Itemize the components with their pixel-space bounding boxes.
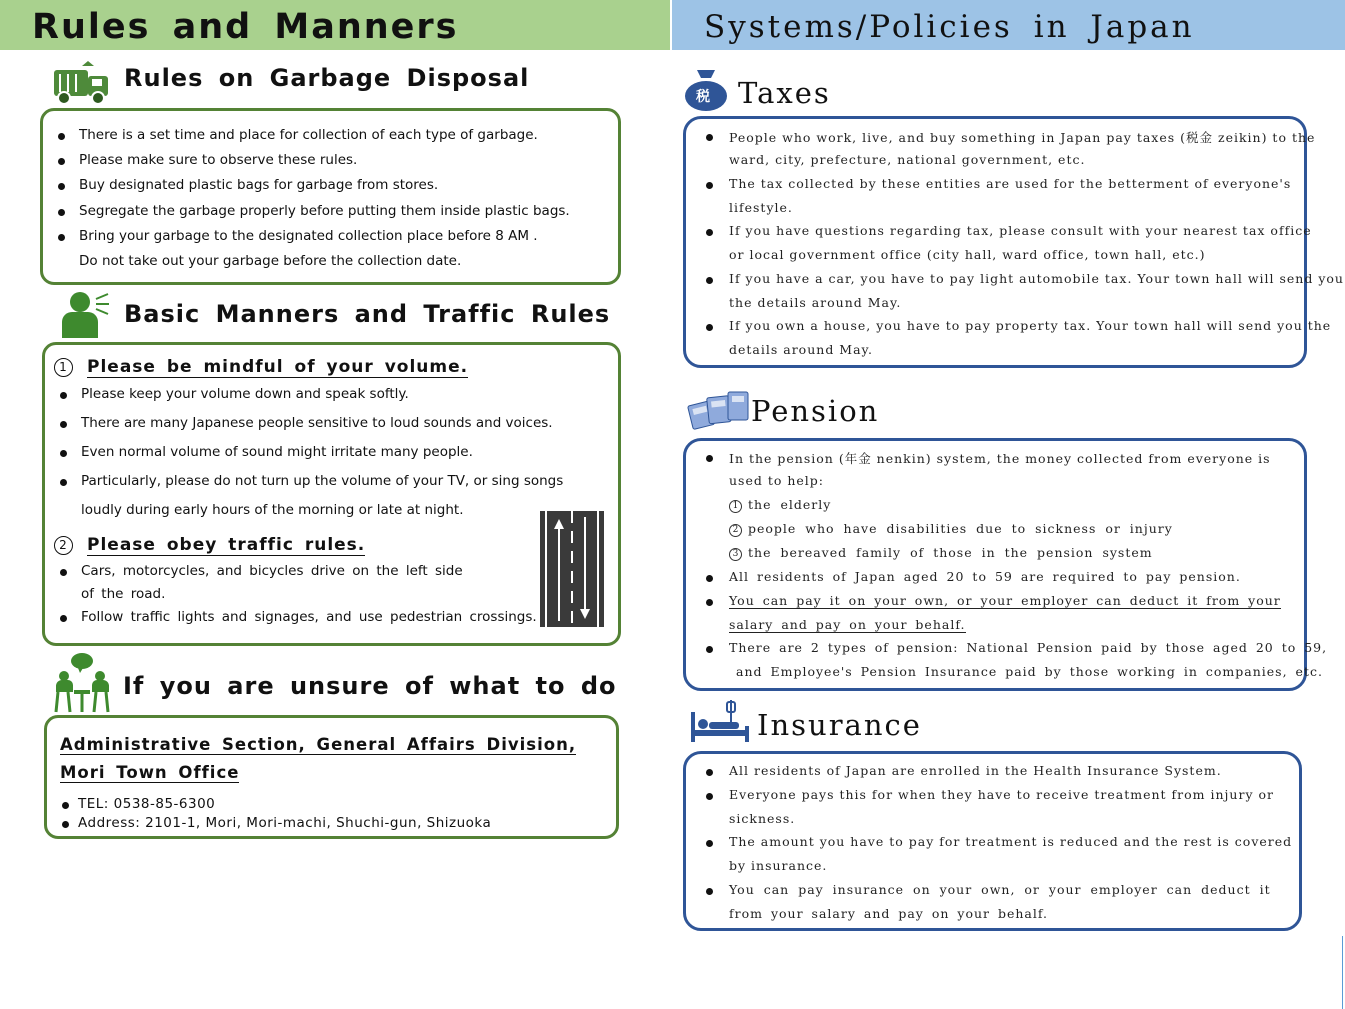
garbage-item-continuation: Do not take out your garbage before the collection date.: [79, 253, 462, 269]
insurance-line: The amount you have to pay for treatment is reduced and the rest is covered: [729, 834, 1293, 849]
bullet: [58, 158, 65, 165]
volume-heading: [54, 357, 468, 377]
garbage-truck-icon: [52, 60, 114, 108]
bullet: [706, 455, 713, 462]
contact-org-line2: Mori Town Office: [60, 763, 240, 782]
garbage-section-title: Rules on Garbage Disposal: [124, 64, 530, 92]
taxes-line: If you have a car, you have to pay light automobile tax. Your town hall will send you: [729, 271, 1344, 286]
pension-book-icon: [686, 390, 750, 430]
taxes-section-title: Taxes: [738, 76, 831, 110]
insurance-line: You can pay insurance on your own, or your employer can deduct it: [729, 882, 1271, 897]
bullet: [62, 802, 69, 809]
taxes-line: the details around May.: [729, 295, 902, 310]
bullet: [58, 209, 65, 216]
insurance-section-title: Insurance: [757, 708, 922, 742]
pension-help-text: the bereaved family of those in the pension system: [748, 545, 1153, 560]
bullet: [706, 182, 713, 189]
number-badge: 3: [729, 548, 742, 561]
garbage-item: Please make sure to observe these rules.: [79, 152, 358, 168]
taxes-line: If you own a house, you have to pay property tax. Your town hall will send you the: [729, 318, 1332, 333]
garbage-rules-box: [40, 108, 621, 285]
taxes-line: or local government office (city hall, ward office, town hall, etc.): [729, 247, 1206, 262]
contact-org-line1: Administrative Section, General Affairs Division,: [60, 735, 577, 754]
road-icon: [540, 511, 604, 627]
bullet: [706, 599, 713, 606]
insurance-box: [683, 751, 1302, 931]
number-badge: 2: [54, 536, 73, 555]
insurance-line: All residents of Japan are enrolled in the Health Insurance System.: [729, 763, 1222, 778]
taxes-line: details around May.: [729, 342, 873, 357]
pension-section-title: Pension: [751, 394, 880, 428]
contact-tel: TEL: 0538-85-6300: [78, 796, 216, 812]
pension-line: There are 2 types of pension: National Pension paid by those aged 20 to 59,: [729, 640, 1328, 655]
pension-help-item: [729, 521, 1173, 537]
garbage-item: Segregate the garbage properly before putting them inside plastic bags.: [79, 203, 570, 219]
insurance-line: from your salary and pay on your behalf.: [729, 906, 1049, 921]
speaking-person-icon: [58, 290, 112, 340]
bullet: [60, 392, 67, 399]
taxes-line: If you have questions regarding tax, please consult with your nearest tax office: [729, 223, 1312, 238]
bullet: [706, 277, 713, 284]
pension-box: [683, 438, 1328, 691]
tax-icon-label: 税: [696, 89, 710, 105]
bullet: [706, 575, 713, 582]
pension-line-underlined: You can pay it on your own, or your employer can deduct it from your: [729, 593, 1281, 608]
traffic-heading-text: Please obey traffic rules.: [87, 535, 366, 555]
bullet: [60, 450, 67, 457]
taxes-line: ward, city, prefecture, national government, etc.: [729, 152, 1086, 167]
header-rules-and-manners: Rules and Manners: [0, 0, 670, 50]
bullet: [58, 183, 65, 190]
hospital-bed-icon: [689, 698, 753, 744]
pension-line: In the pension (年金 nenkin) system, the money collected from everyone is: [729, 451, 1271, 466]
page-edge-line: [1342, 936, 1343, 1009]
traffic-heading: [54, 535, 365, 555]
bullet: [706, 769, 713, 776]
bullet: [62, 821, 69, 828]
pension-line: used to help:: [729, 473, 825, 488]
volume-item: Please keep your volume down and speak softly.: [81, 386, 409, 402]
pension-help-text: people who have disabilities due to sickness or injury: [748, 521, 1173, 536]
taxes-box: [683, 116, 1344, 368]
contact-address: Address: 2101-1, Mori, Mori-machi, Shuchi-gun, Shizuoka: [78, 815, 492, 831]
bullet: [706, 646, 713, 653]
manners-section-title: Basic Manners and Traffic Rules: [124, 300, 611, 328]
volume-heading-text: Please be mindful of your volume.: [87, 357, 469, 377]
taxes-line: The tax collected by these entities are used for the betterment of everyone's: [729, 176, 1292, 191]
garbage-item: Buy designated plastic bags for garbage from stores.: [79, 177, 439, 193]
contact-box: [44, 715, 619, 839]
traffic-item-continuation: of the road.: [81, 586, 166, 602]
number-badge: 1: [54, 358, 73, 377]
traffic-item: Cars, motorcycles, and bicycles drive on the left side: [81, 563, 463, 579]
contact-section-title: If you are unsure of what to do: [123, 672, 617, 700]
bullet: [58, 133, 65, 140]
pension-line: All residents of Japan aged 20 to 59 are required to pay pension.: [729, 569, 1241, 584]
pension-help-item: [729, 545, 1153, 561]
insurance-line: Everyone pays this for when they have to receive treatment from injury or: [729, 787, 1274, 802]
manners-box: [42, 342, 621, 646]
bullet: [60, 479, 67, 486]
bullet: [58, 234, 65, 241]
volume-item: Even normal volume of sound might irritate many people.: [81, 444, 473, 460]
bullet: [706, 840, 713, 847]
volume-item: There are many Japanese people sensitive to loud sounds and voices.: [81, 415, 553, 431]
taxes-line: lifestyle.: [729, 200, 793, 215]
bullet: [60, 569, 67, 576]
volume-item: Particularly, please do not turn up the volume of your TV, or sing songs: [81, 473, 564, 489]
traffic-item: Follow traffic lights and signages, and use pedestrian crossings.: [81, 609, 537, 625]
bullet: [60, 421, 67, 428]
pension-line: and Employee's Pension Insurance paid by those working in companies, etc.: [736, 664, 1323, 679]
pension-line-underlined: salary and pay on your behalf.: [729, 617, 966, 632]
bullet: [706, 888, 713, 895]
volume-item-continuation: loudly during early hours of the morning or late at night.: [81, 502, 464, 518]
garbage-item: There is a set time and place for collection of each type of garbage.: [79, 127, 538, 143]
garbage-item: Bring your garbage to the designated collection place before 8 AM .: [79, 228, 538, 244]
number-badge: 1: [729, 500, 742, 513]
taxes-line: People who work, live, and buy something in Japan pay taxes (税金 zeikin) to the: [729, 130, 1316, 145]
bullet: [706, 229, 713, 236]
header-systems-policies: Systems/Policies in Japan: [672, 0, 1345, 50]
number-badge: 2: [729, 524, 742, 537]
consultation-icon: [52, 652, 114, 714]
insurance-line: sickness.: [729, 811, 796, 826]
bullet: [706, 134, 713, 141]
bullet: [706, 324, 713, 331]
insurance-line: by insurance.: [729, 858, 828, 873]
bullet: [706, 793, 713, 800]
pension-help-text: the elderly: [748, 497, 832, 512]
pension-help-item: [729, 497, 831, 513]
bullet: [60, 615, 67, 622]
